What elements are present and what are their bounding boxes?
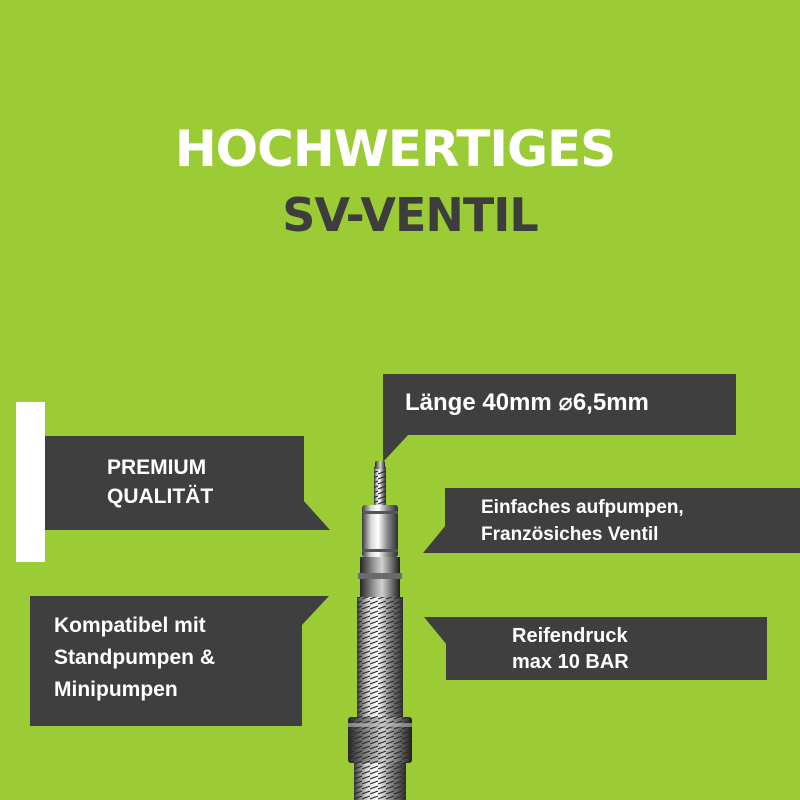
decorative-white-bar: [16, 402, 45, 562]
callout-premium: [45, 436, 304, 530]
callout-premium-line2: QUALITÄT: [107, 485, 214, 508]
callout-easy-line1: Einfaches aufpumpen,: [481, 497, 684, 518]
callout-easy-line2: Französiches Ventil: [481, 524, 659, 545]
callout-premium-pointer: [303, 500, 330, 530]
callout-compatible: [30, 596, 302, 726]
valve-lock-nut: [348, 717, 412, 763]
callout-compatible-line2: Standpumpen &: [54, 646, 215, 669]
callout-pressure: [446, 617, 767, 680]
callout-easy-inflate: [445, 488, 800, 553]
valve-collar: [358, 557, 402, 597]
valve-tip: [374, 461, 386, 507]
valve-stem-threaded: [357, 597, 403, 717]
callout-compatible-line3: Minipumpen: [54, 678, 178, 701]
callout-pressure-line2: max 10 BAR: [512, 651, 629, 673]
callout-length-text: Länge 40mm ⌀6,5mm: [405, 389, 649, 416]
headline-primary: HOCHWERTIGES: [174, 120, 616, 178]
callout-compatible-line1: Kompatibel mit: [54, 614, 206, 637]
callout-premium-line1: PREMIUM: [107, 456, 207, 479]
valve-base: [354, 763, 406, 800]
headline-secondary: SV-VENTIL: [282, 188, 538, 242]
valve-nut: [362, 505, 398, 557]
presta-valve-image: [330, 455, 430, 800]
callout-length: [383, 374, 736, 435]
callout-compatible-pointer: [301, 596, 329, 626]
callout-pressure-line1: Reifendruck: [512, 625, 628, 647]
